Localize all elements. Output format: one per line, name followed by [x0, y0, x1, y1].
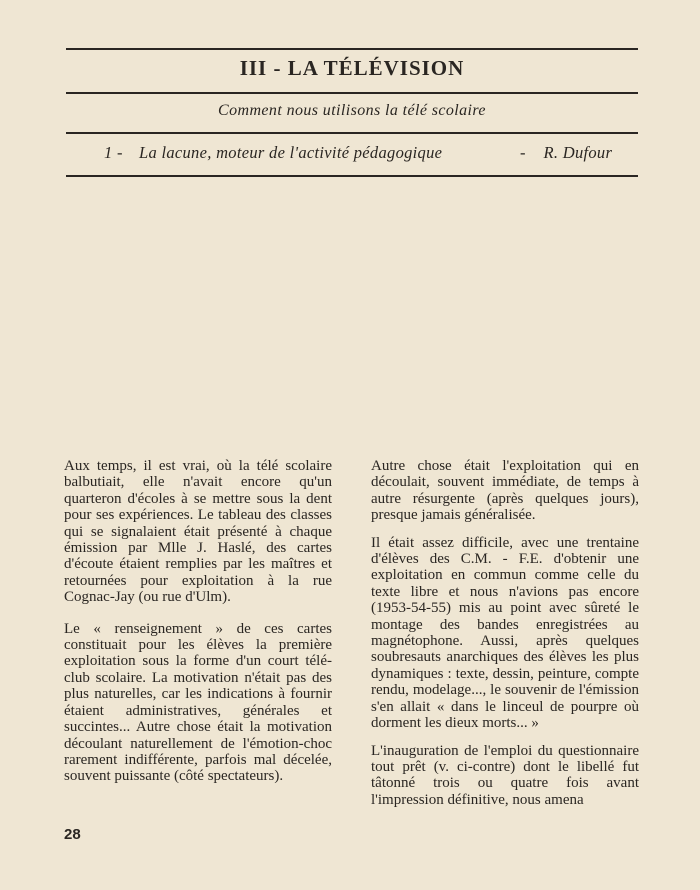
article-author-block: [520, 143, 612, 163]
article-number: 1 -: [104, 143, 123, 162]
article-author: R. Dufour: [543, 143, 613, 162]
header-rule-bottom: [66, 175, 638, 177]
header-rule-3: [66, 132, 638, 134]
header-rule-top: [66, 48, 638, 50]
section-title: III - LA TÉLÉVISION: [239, 56, 465, 80]
paragraph: L'inauguration de l'emploi du questionnaire tout prêt (v. ci-contre) dont le libellé fut tâtonné trois ou quatre fois avant l'impression définitive, nous amena: [371, 742, 639, 808]
right-column: [371, 458, 639, 819]
left-column: [64, 458, 332, 796]
page-number: 28: [64, 826, 81, 843]
paragraph: Il était assez difficile, avec une trentaine d'élèves des C.M. - F.E. d'obtenir une exploitation en commun comme celle du texte libre et nous n'avions pas encore (1953-54-55) mis au point avec sûreté le montage des bandes enregistrées au magnétophone. Aussi, après quelques soubresauts anarchiques des élèves les plus dynamiques : texte, dessin, peinture, compte rendu, modelage..., le souvenir de l'émission s'en allait « dans le linceul de pourpre où dorment les dieux morts... »: [371, 534, 639, 732]
paragraph: Aux temps, il est vrai, où la télé scolaire balbutiait, elle n'avait encore qu'un quarteron d'écoles à se mettre sous la dent pour ses expériences. Le tableau des classes qui se signalaient était présenté à chaque émission par Mlle J. Haslé, des cartes d'écoute étaient remplies par les maîtres et retournées pour exploitation à la rue Cognac-Jay (ou rue d'Ulm).: [64, 458, 332, 606]
article-title: La lacune, moteur de l'activité pédagogique: [139, 143, 443, 162]
author-separator: -: [520, 143, 526, 162]
paragraph: Autre chose était l'exploitation qui en découlait, souvent immédiate, de temps à autre résurgente (après quelques jours), presque jamais généralisée.: [371, 458, 639, 524]
paragraph: Le « renseignement » de ces cartes constituait pour les élèves la première exploitation sous la forme d'un court télé-club scolaire. La motivation n'était pas des plus naturelles, car les indications à fournir étaient administratives, générales et succintes... Autre chose était la motivation découlant naturellement de l'émotion-choc rarement indifférente, parfois mal décelée, souvent puissante (côté spectateurs).: [64, 620, 332, 785]
header-rule-2: [66, 92, 638, 94]
section-subtitle: Comment nous utilisons la télé scolaire: [218, 102, 486, 119]
